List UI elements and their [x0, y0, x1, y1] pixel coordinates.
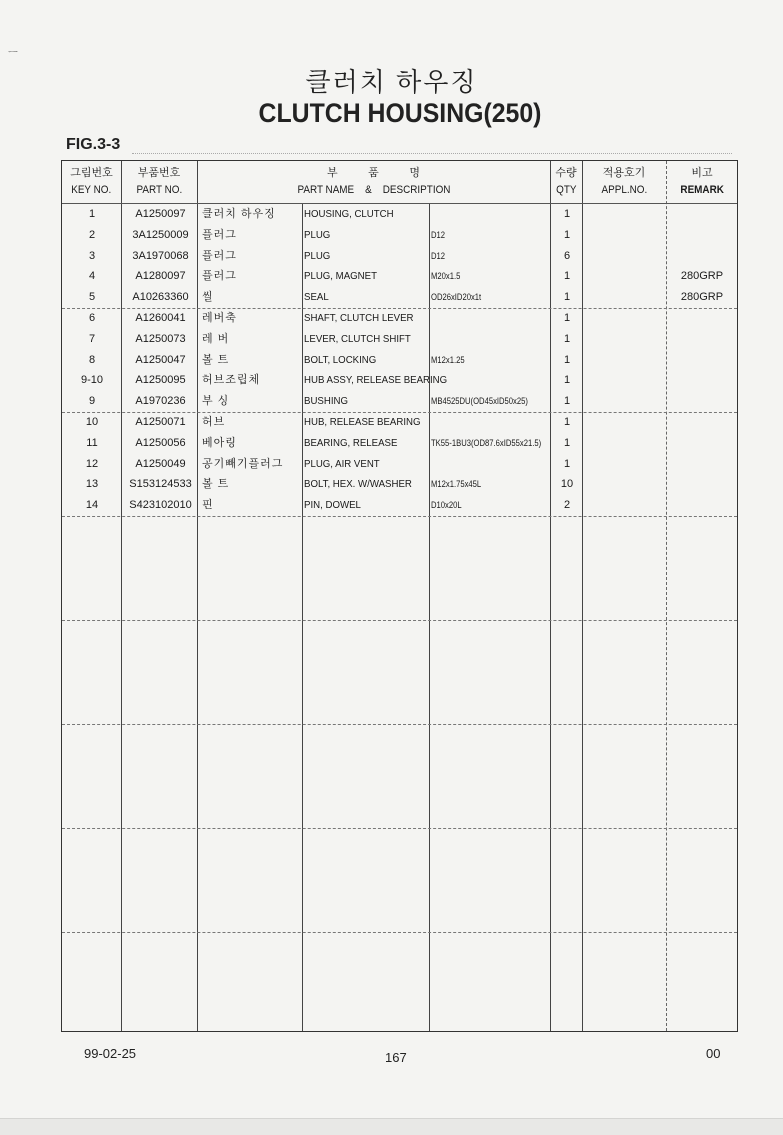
- part-spec: TK55-1BU3(OD87.6xID55x21.5): [431, 437, 542, 448]
- part-no: A1280097: [135, 270, 186, 283]
- header-name: [197, 161, 550, 203]
- table-row: [62, 266, 737, 287]
- table-row: [62, 308, 737, 329]
- quantity: 1: [563, 457, 571, 470]
- part-no: 3A1250009: [132, 228, 189, 241]
- group-rule: [62, 620, 737, 621]
- header-key: [62, 161, 121, 203]
- part-name-ko: 부 싱: [202, 395, 230, 408]
- part-spec: M20x1.5: [431, 271, 461, 282]
- part-name-ko: 레 버: [202, 332, 230, 345]
- table-row: [62, 287, 737, 308]
- part-name-ko: 공기빼기플러그: [202, 457, 284, 470]
- part-no: A1250047: [135, 353, 186, 366]
- part-name-ko: 볼 트: [202, 353, 230, 366]
- part-no: A10263360: [132, 291, 189, 304]
- table-row: [62, 370, 737, 391]
- title-english: CLUTCH HOUSING(250): [258, 98, 542, 128]
- part-name-ko: 클러치 하우징: [202, 208, 276, 220]
- part-name: HUB, RELEASE BEARING: [304, 416, 421, 428]
- key-no: 2: [88, 228, 96, 241]
- part-name: BEARING, RELEASE: [304, 436, 398, 449]
- quantity: 1: [563, 395, 571, 408]
- part-no: 3A1970068: [132, 249, 189, 262]
- part-no: S153124533: [129, 478, 192, 491]
- key-no: 8: [88, 353, 96, 366]
- part-spec: D12: [431, 229, 446, 240]
- quantity: 1: [563, 291, 571, 304]
- part-name-ko: 플러그: [202, 270, 237, 283]
- key-no: 7: [88, 332, 96, 345]
- header-part-en: PART NO.: [136, 184, 182, 196]
- part-name: PLUG, MAGNET: [304, 270, 378, 283]
- key-no: 5: [88, 291, 96, 304]
- header-qty-ko: 수량: [555, 167, 577, 179]
- part-name: SEAL: [304, 291, 329, 304]
- footer-date: 99-02-25: [84, 1046, 137, 1061]
- key-no: 9-10: [80, 374, 104, 387]
- key-no: 14: [85, 499, 99, 512]
- quantity: 1: [563, 228, 571, 241]
- key-no: 13: [85, 478, 99, 491]
- part-name: PIN, DOWEL: [304, 499, 361, 512]
- key-no: 9: [88, 395, 96, 408]
- part-name: PLUG: [304, 228, 331, 241]
- table-row: [62, 204, 737, 225]
- part-name: SHAFT, CLUTCH LEVER: [304, 312, 414, 324]
- part-no: S423102010: [129, 499, 192, 512]
- part-name: BOLT, HEX. W/WASHER: [304, 478, 412, 491]
- header-part-ko: 부품번호: [137, 167, 181, 179]
- part-name-ko: 허브조립체: [202, 374, 261, 387]
- part-no: A1250049: [135, 457, 186, 470]
- part-spec: M12x1.75x45L: [431, 479, 482, 490]
- group-rule: [62, 828, 737, 829]
- revision-number: 00: [706, 1046, 721, 1061]
- header-name-en: PART NAME & DESCRIPTION: [297, 184, 450, 196]
- quantity: 2: [563, 499, 571, 512]
- part-spec: OD26xID20x1t: [431, 292, 482, 303]
- margin-mark: ㅡ: [8, 48, 18, 59]
- key-no: 1: [88, 208, 96, 220]
- scan-edge: [0, 1118, 783, 1135]
- part-no: A1250056: [135, 436, 186, 449]
- key-no: 11: [86, 436, 98, 449]
- quantity: 6: [563, 249, 571, 262]
- remark: 280GRP: [680, 270, 724, 283]
- part-spec: D10x20L: [431, 500, 462, 511]
- quantity: 1: [563, 332, 571, 345]
- key-no: 10: [85, 416, 99, 428]
- quantity: 1: [563, 208, 571, 220]
- table-row: [62, 391, 737, 412]
- quantity: 1: [563, 312, 571, 324]
- part-name-ko: 허브: [202, 416, 226, 428]
- part-spec: D12: [431, 250, 446, 261]
- quantity: 1: [563, 436, 571, 449]
- header-remark-en: REMARK: [680, 184, 724, 196]
- table-row: [62, 412, 737, 433]
- table-row: [62, 246, 737, 267]
- header-remark: [666, 161, 738, 203]
- header-appl-en: APPL.NO.: [601, 184, 647, 196]
- page-number: 167: [385, 1050, 407, 1065]
- part-name-ko: 베아링: [202, 436, 237, 449]
- group-rule: [62, 932, 737, 933]
- part-name-ko: 씰: [202, 291, 214, 304]
- quantity: 1: [563, 353, 571, 366]
- header-qty: [550, 161, 582, 203]
- key-no: 6: [88, 312, 96, 324]
- part-no: A1260041: [135, 312, 186, 324]
- parts-table: [61, 160, 738, 1032]
- part-name: PLUG, AIR VENT: [304, 457, 380, 470]
- part-name-ko: 플러그: [202, 249, 237, 262]
- key-no: 12: [85, 457, 99, 470]
- part-name-ko: 플러그: [202, 228, 237, 241]
- part-no: A1250095: [135, 374, 186, 387]
- title-korean: 클러치 하우징: [305, 67, 478, 97]
- part-name: PLUG: [304, 249, 331, 262]
- part-name: HUB ASSY, RELEASE BEARING: [304, 374, 448, 387]
- table-row: [62, 474, 737, 495]
- table-row: [62, 433, 737, 454]
- key-no: 4: [88, 270, 96, 283]
- part-no: A1250071: [135, 416, 186, 428]
- part-spec: M12x1.25: [431, 354, 465, 365]
- part-name-ko: 볼 트: [202, 478, 230, 491]
- table-row: [62, 350, 737, 371]
- table-row: [62, 329, 737, 350]
- header-name-ko: 부 품 명: [326, 167, 420, 179]
- table-row: [62, 225, 737, 246]
- header-appl: [582, 161, 666, 203]
- part-no: A1970236: [135, 395, 186, 408]
- header-part: [121, 161, 197, 203]
- header-key-ko: 그림번호: [70, 167, 113, 179]
- quantity: 1: [563, 270, 571, 283]
- part-no: A1250073: [135, 332, 186, 345]
- table-row: [62, 495, 737, 516]
- header-remark-ko: 비고: [691, 167, 713, 179]
- group-rule: [62, 724, 737, 725]
- remark: 280GRP: [680, 291, 724, 304]
- part-name: HOUSING, CLUTCH: [304, 208, 394, 220]
- quantity: 10: [560, 478, 574, 491]
- part-name: BUSHING: [304, 395, 349, 408]
- quantity: 1: [563, 374, 571, 387]
- part-name: LEVER, CLUTCH SHIFT: [304, 332, 411, 345]
- table-row: [62, 454, 737, 475]
- header-qty-en: QTY: [555, 184, 577, 196]
- key-no: 3: [88, 249, 96, 262]
- part-no: A1250097: [135, 208, 186, 220]
- part-name: BOLT, LOCKING: [304, 353, 377, 366]
- part-spec: MB4525DU(OD45xID50x25): [431, 396, 528, 407]
- part-name-ko: 핀: [202, 499, 214, 512]
- figure-label: FIG.3-3: [66, 136, 121, 153]
- header-appl-ko: 적용호기: [602, 167, 646, 179]
- quantity: 1: [563, 416, 571, 428]
- part-name-ko: 레버축: [202, 312, 237, 324]
- header-key-en: KEY NO.: [71, 184, 112, 196]
- dotted-rule: [132, 153, 732, 154]
